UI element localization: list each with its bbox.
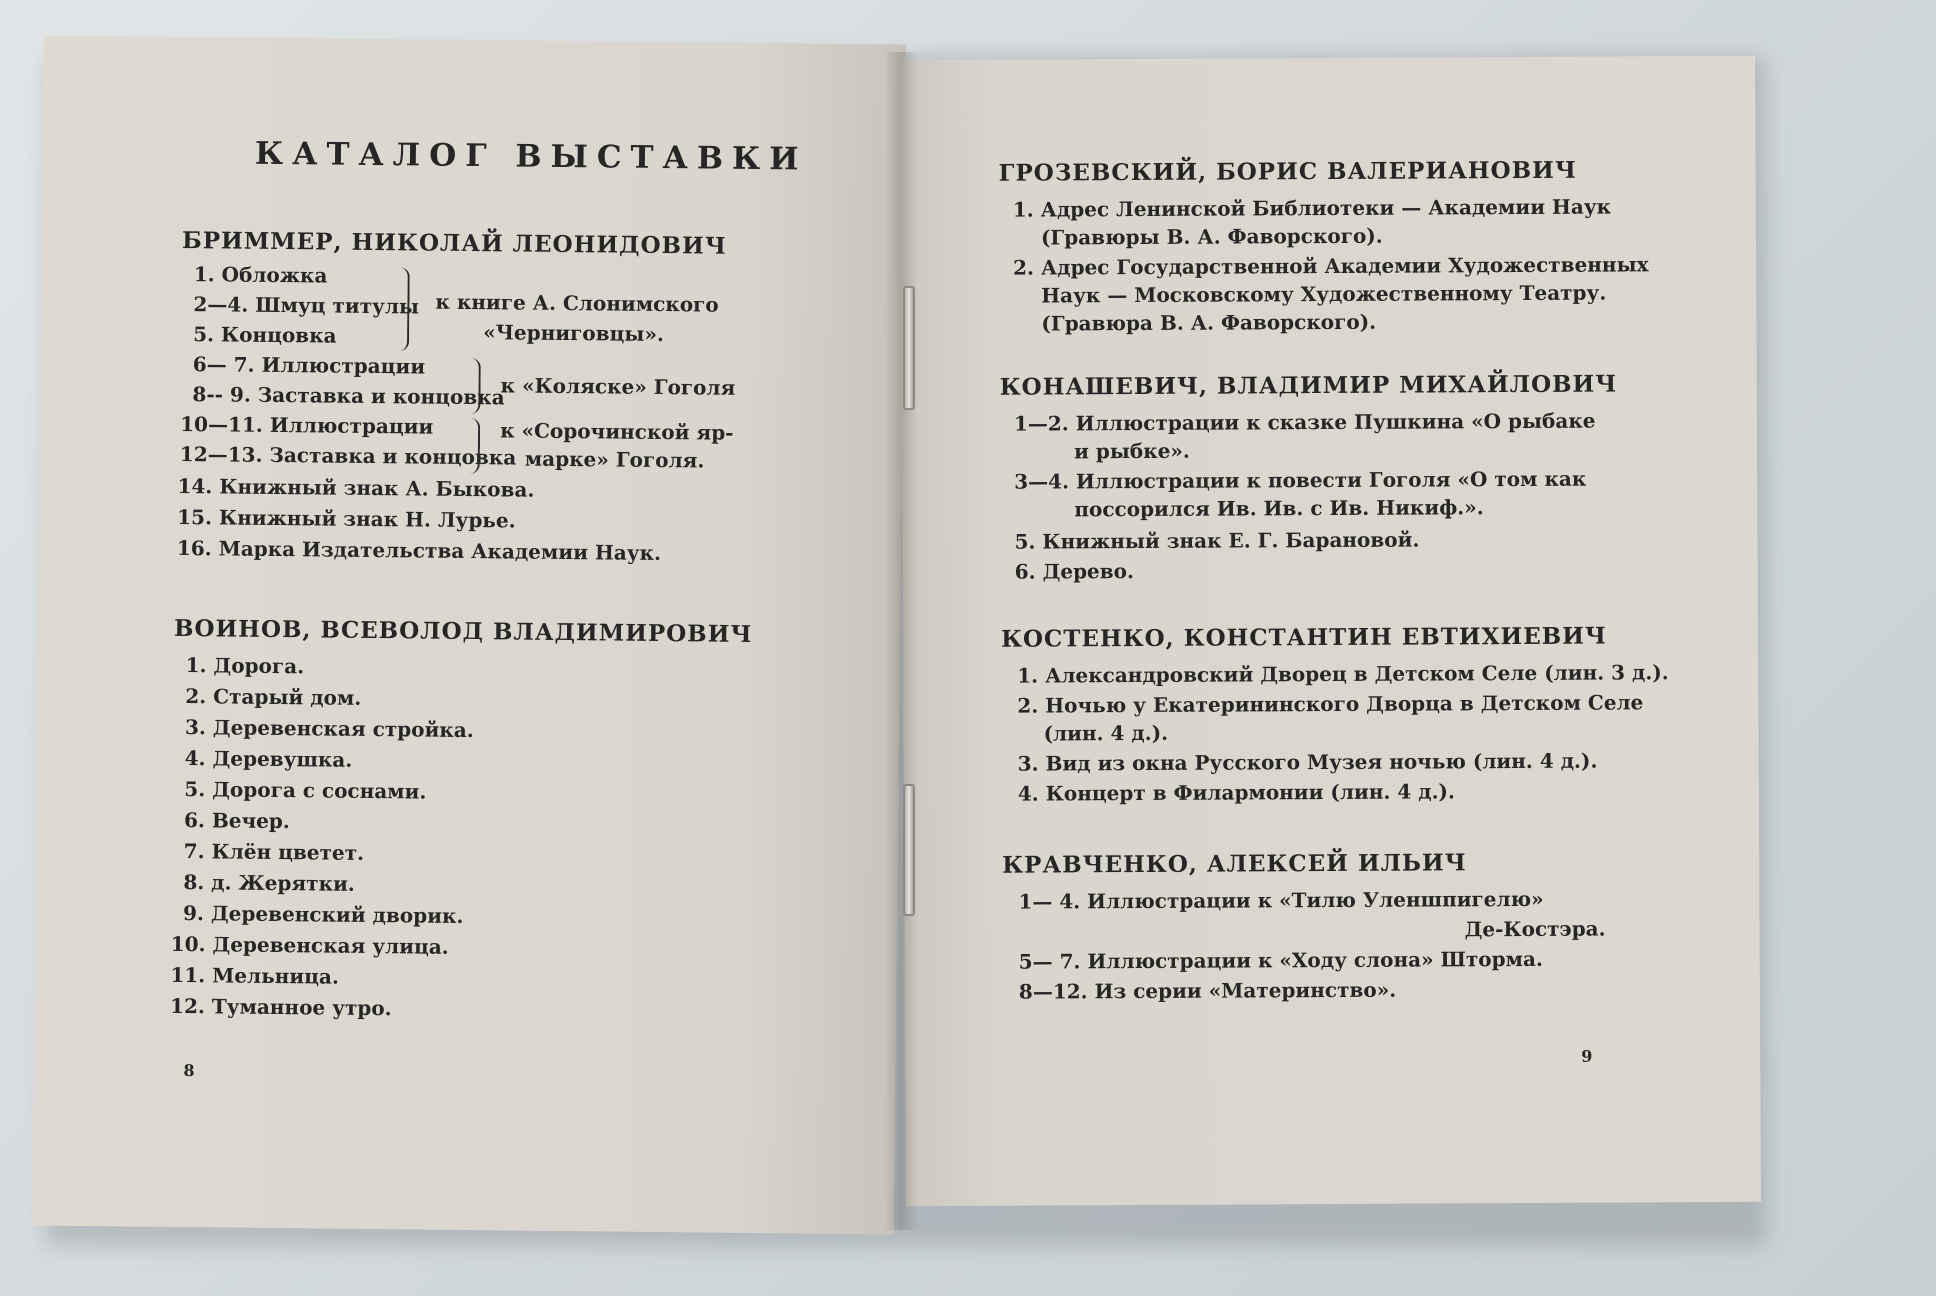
list-item-cont: Де-Костэра. — [1464, 916, 1606, 942]
bracket — [397, 267, 410, 351]
list-item: 16. Марка Издательства Академии Наук. — [176, 535, 662, 566]
list-item: 9. Деревенский дворик. — [182, 901, 464, 928]
list-item-cont: и рыбке». — [1073, 438, 1190, 464]
list-item: 2. Старый дом. — [185, 684, 362, 710]
page-number-left: 8 — [183, 1061, 195, 1081]
list-item: 2. Адрес Государственной Академии Художественных — [1013, 252, 1649, 280]
list-item: 8. д. Жерятки. — [183, 870, 355, 896]
list-item: 3—4. Иллюстрации к повести Гоголя «О том как — [1014, 466, 1587, 494]
note-text: к «Сорочинской яр- — [500, 418, 734, 445]
list-item-cont: (Гравюра В. А. Фаворского). — [1041, 309, 1377, 336]
catalog-title: КАТАЛОГ ВЫСТАВКИ — [254, 135, 808, 178]
list-item: 11. Мельница. — [170, 962, 340, 989]
staple-bottom — [903, 784, 915, 916]
list-item: 14. Книжный знак А. Быкова. — [177, 473, 535, 502]
list-item: 1. Александровский Дворец в Детском Селе (лин. 3 д.). — [1017, 660, 1669, 688]
author-voinov: ВОИНОВ, ВСЕВОЛОД ВЛАДИМИРОВИЧ — [173, 614, 753, 648]
list-item: 3. Деревенская стройка. — [184, 715, 474, 743]
list-item: 1. Обложка — [193, 262, 328, 288]
list-item: 1. Дорога. — [185, 653, 305, 679]
list-item: 12—13. Заставка и концовка — [179, 441, 517, 470]
bracket — [468, 358, 481, 414]
booklet-spine — [884, 52, 918, 1230]
list-item-cont: Наук — Московскому Художественному Театру. — [1041, 280, 1607, 308]
author-kravchenko: КРАВЧЕНКО, АЛЕКСЕЙ ИЛЬИЧ — [1002, 849, 1467, 879]
list-item: 4. Концерт в Филармонии (лин. 4 д.). — [1017, 779, 1456, 806]
list-item: 15. Книжный знак Н. Лурье. — [177, 504, 516, 533]
list-item: 12. Туманное утро. — [169, 993, 392, 1021]
list-item: 2—4. Шмуц титулы — [193, 292, 420, 319]
list-item: 3. Вид из окна Русского Музея ночью (лин. 4 д.). — [1017, 748, 1598, 776]
author-konashevich: КОНАШЕВИЧ, ВЛАДИМИР МИХАЙЛОВИЧ — [999, 370, 1618, 401]
list-item: 7. Клён цветет. — [183, 839, 365, 865]
list-item-cont: (Гравюры В. А. Фаворского). — [1040, 223, 1383, 250]
list-item: 4. Деревушка. — [184, 746, 353, 772]
bracket — [468, 418, 481, 474]
list-item: 5. Дорога с соснами. — [184, 777, 427, 804]
page-number-right: 9 — [1581, 1046, 1593, 1066]
list-item-cont: (лин. 4 д.). — [1043, 720, 1169, 746]
list-item: 10. Деревенская улица. — [170, 931, 449, 959]
list-item: 6— 7. Иллюстрации — [192, 352, 426, 379]
list-item: 6. Вечер. — [183, 808, 290, 834]
note-text: «Черниговцы». — [483, 320, 665, 347]
author-kostenko: КОСТЕНКО, КОНСТАНТИН ЕВТИХИЕВИЧ — [1000, 622, 1607, 653]
list-item: 2. Ночью у Екатерининского Дворца в Детском Селе — [1017, 690, 1644, 718]
list-item: 1—2. Иллюстрации к сказке Пушкина «О рыбаке — [1013, 408, 1596, 436]
list-item: 6. Дерево. — [1014, 559, 1135, 584]
list-item-cont: поссорился Ив. Ив. с Ив. Никиф.». — [1074, 495, 1484, 522]
right-page — [900, 56, 1761, 1206]
list-item: 8—12. Из серии «Материнство». — [1018, 977, 1397, 1004]
list-item: 5— 7. Иллюстрации к «Ходу слона» Шторма. — [1018, 946, 1543, 974]
note-text: к «Коляске» Гоголя — [500, 373, 736, 400]
left-page — [32, 36, 906, 1235]
list-item: 5. Концовка — [193, 322, 337, 348]
list-item: 1. Адрес Ленинской Библиотеки — Академии Наук — [1012, 194, 1612, 222]
staple-top — [903, 286, 915, 410]
note-text: марке» Гоголя. — [524, 446, 705, 473]
list-item: 10—11. Иллюстрации — [180, 411, 434, 439]
list-item: 5. Книжный знак Е. Г. Барановой. — [1014, 527, 1420, 554]
author-brimmer: БРИММЕР, НИКОЛАЙ ЛЕОНИДОВИЧ — [181, 226, 727, 260]
author-grozevsky: ГРОЗЕВСКИЙ, БОРИС ВАЛЕРИАНОВИЧ — [998, 156, 1577, 187]
list-item: 1— 4. Иллюстрации к «Тилю Уленшпигелю» — [1018, 886, 1544, 914]
note-text: к книге А. Слонимского — [435, 289, 719, 317]
list-item: 8-- 9. Заставка и концовка — [192, 382, 505, 410]
